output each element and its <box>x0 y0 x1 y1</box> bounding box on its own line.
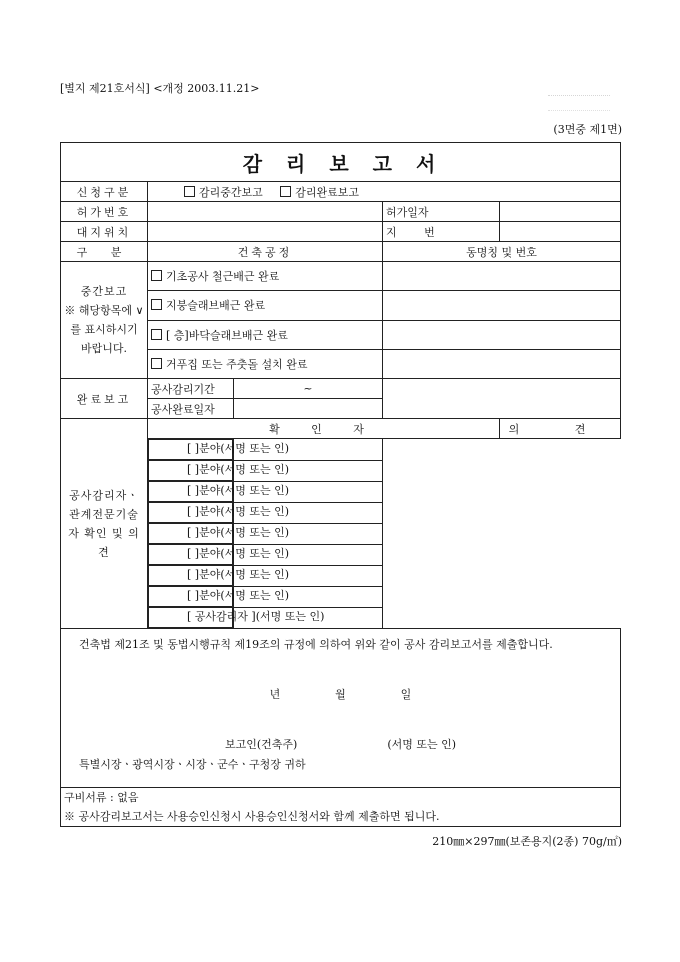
confirmer-row[interactable]: [ ]분야 (서명 또는 인) <box>148 481 233 502</box>
declaration-text: 건축법 제21조 및 동법시행규칙 제19조의 규정에 의하여 위와 같이 공사 감리보고서를 제출합니다. <box>79 638 553 651</box>
interim-item-checkbox[interactable] <box>151 329 162 340</box>
declaration-block <box>61 629 621 788</box>
interim-item-1-building[interactable] <box>383 262 621 291</box>
paper-spec: 210㎜×297㎜(보존용지(2종) 70g/㎡) <box>432 835 622 848</box>
form-number-label: [별지 제21호서식] <개정 2003.11.21> <box>60 82 260 95</box>
interim-item-2[interactable]: 지붕슬래브배근 완료 <box>148 291 383 320</box>
reporter-line <box>65 735 616 755</box>
interim-item-3[interactable]: [ 층]바닥슬래브배근 완료 <box>148 320 383 349</box>
submission-note: ※ 공사감리보고서는 사용승인신청시 사용승인신청서와 함께 제출하면 됩니다. <box>64 810 440 823</box>
completion-report-label: 완료보고 <box>61 379 148 419</box>
confirmer-row[interactable]: [ ]분야 (서명 또는 인) <box>148 439 233 460</box>
confirmer-row[interactable]: [ ]분야 (서명 또는 인) <box>148 565 233 586</box>
interim-item-checkbox[interactable] <box>151 270 162 281</box>
supervisor-row[interactable]: [ 공사감리자 ] (서명 또는 인) <box>148 607 233 628</box>
construction-process-header: 건축공정 <box>148 242 383 262</box>
interim-report-note: ※ 해당항목에 ∨를 표시하시기 바랍니다. <box>64 304 144 355</box>
application-type-options <box>148 182 621 202</box>
opinion-header: 의 견 <box>500 419 621 439</box>
completion-date-label: 공사완료일자 <box>148 399 234 419</box>
month-label: 월 <box>335 688 346 701</box>
form-title: 감리보고서 <box>61 143 621 182</box>
site-location-label: 대지위치 <box>61 222 148 242</box>
interim-item-4[interactable]: 거푸집 또는 주춧돌 설치 완료 <box>148 349 383 378</box>
confirmer-row[interactable]: [ ]분야 (서명 또는 인) <box>148 502 233 523</box>
site-location-field[interactable] <box>148 222 383 242</box>
permit-date-label: 허가일자 <box>383 202 500 222</box>
required-documents: 구비서류 : 없음 <box>64 791 139 804</box>
reporter-label: 보고인(건축주) <box>224 738 298 751</box>
interim-item-checkbox[interactable] <box>151 358 162 369</box>
completion-report-checkbox[interactable] <box>280 186 291 197</box>
completion-date-field[interactable] <box>234 399 383 419</box>
interim-report-option: 감리중간보고 <box>199 185 263 199</box>
confirmation-section-label: 공사감리자ㆍ관계전문기술자 확인 및 의견 <box>61 419 148 629</box>
confirmer-header: 확 인 자 <box>148 419 500 439</box>
division-label: 구 분 <box>61 242 148 262</box>
day-label: 일 <box>400 688 412 701</box>
interim-report-checkbox[interactable] <box>184 186 195 197</box>
lot-number-field[interactable] <box>500 222 621 242</box>
supervision-report-form <box>60 142 621 827</box>
interim-item-2-building[interactable] <box>383 291 621 320</box>
interim-item-3-building[interactable] <box>383 320 621 349</box>
reporter-sign: (서명 또는 인) <box>387 738 457 751</box>
interim-item-1[interactable]: 기초공사 철근배근 완료 <box>148 262 383 291</box>
supervision-period-field[interactable]: ~ <box>234 379 383 399</box>
permit-number-field[interactable] <box>148 202 383 222</box>
application-type-label: 신청구분 <box>61 182 148 202</box>
recipient-line: 특별시장ㆍ광역시장ㆍ시장ㆍ군수ㆍ구청장 귀하 <box>79 758 306 771</box>
report-date <box>65 685 616 705</box>
confirmer-row[interactable]: [ ]분야 (서명 또는 인) <box>148 544 233 565</box>
year-label: 년 <box>269 688 281 701</box>
confirmer-row[interactable]: [ ]분야 (서명 또는 인) <box>148 586 233 607</box>
interim-item-checkbox[interactable] <box>151 299 162 310</box>
interim-report-label: 중간보고 <box>80 285 128 298</box>
building-name-header: 동명칭 및 번호 <box>383 242 621 262</box>
page-indicator: (3면중 제1면) <box>553 123 622 136</box>
interim-report-section <box>61 262 148 379</box>
attachments-block <box>61 788 621 827</box>
confirmer-row[interactable]: [ ]분야 (서명 또는 인) <box>148 523 233 544</box>
permit-number-label: 허가번호 <box>61 202 148 222</box>
interim-item-4-building[interactable] <box>383 349 621 378</box>
lot-number-label: 지 번 <box>383 222 500 242</box>
confirmer-row[interactable]: [ ]분야 (서명 또는 인) <box>148 460 233 481</box>
faint-stamp-mark <box>548 95 610 111</box>
permit-date-field[interactable] <box>500 202 621 222</box>
completion-building-field[interactable] <box>383 379 621 419</box>
completion-report-option: 감리완료보고 <box>295 185 360 199</box>
supervision-period-label: 공사감리기간 <box>148 379 234 399</box>
